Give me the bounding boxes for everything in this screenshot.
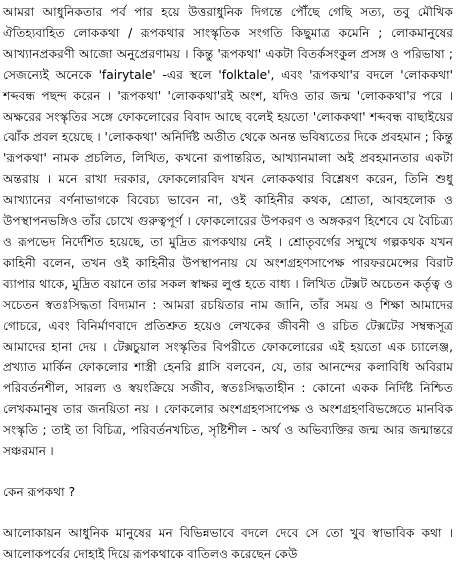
paragraph-spacer (3, 462, 453, 482)
body-paragraph-2: আলোকায়ন আধুনিক মানুষের মন বিভিন্নভাবে বদলে দেবে সে তো খুব স্বাভাবিক কথা । আলোকপর্বের দোহাই দিয়ে রূপকথাকে বাতিলও করেছেন কেউ (3, 525, 453, 561)
body-paragraph-1: আমরা আধুনিকতার পর্ব পার হয়ে উত্তরাধুনিক দিগন্তে পৌঁছে গেছি সত্য, তবু মৌখিক ঐতিহ্যবাহিত লোককথা / রূপকথার সাংস্কৃতিক সংগতি কিছুমাত্র কমেনি ; লোকমানুষের আখ্যানপ্রকরণী আজো অনুপ্রেরণাময় । কিন্তু 'রূপকথা' একটা বিতর্কসংকুল প্রসঙ্গ ও পরিভাষা ; সেজন্যেই অনেকে 'fairytale' -এর স্থলে 'folktale', এবং 'রূপকথা'র বদলে 'লোককথা' শব্দবন্ধ পছন্দ করেন । 'রূপকথা' 'লোককথা'রই অংশ, যদিও তার জন্ম 'লোককথা'র পরে । অক্ষরের সংস্কৃতির সঙ্গে ফোকলোরের বিবাদ আছে বলেই হয়তো 'লোককথা' শব্দবন্ধ বাছাইয়ের ঝোঁক প্রবল হয়েছে । 'লোককথা' অনির্দিষ্ট অতীত থেকে অনন্ত ভবিষ্যতের দিকে প্রবহমান ; কিন্তু 'রূপকথা' নামক প্রচলিত, লিখিত, কখনো রূপান্তরিত, আখ্যানমালা অই প্রবহমানতার একটা অন্তরায় । মনে রাখা দরকার, ফোকলোরবিদ যখন লোককথার বিশ্লেষণ করেন, তিনি শুধু আখ্যানের বর্ণনাভাগকে বিবেচ্য ভাবেন না, ওই কাহিনীর কথক, শ্রোতা, আবহলোক ও উপস্থাপনভঙ্গিও তাঁর চোখে গুরুত্বপূর্ণ । ফোকলোরের উপকরণ ও অঙ্গকরণ হিশেবে যে বৈচিত্র্য ও রূপভেদ নির্দেশিত হয়েছে, তা মুদ্রিত রূপকথায় নেই । শ্রোতৃবর্গের সম্মুখে গল্পকথক যখন কাহিনী বলেন, তখন ওই কাহিনীর উপস্থাপনায় যে অংশগ্রহণসাপেক্ষ পারফরমেন্সের বিরাট ব্যাপার থাকে, মুদ্রিত বয়ানে তার সকল স্বাক্ষর লুপ্ত হতে বাধ্য । লিখিত টেক্সট অচেতন কর্তৃত্ব ও সচেতন স্বতঃসিদ্ধতা বিদ্যমান : আমরা রচয়িতার নাম জানি, তাঁর সময় ও শিক্ষা আমাদের গোচরে, এবং বিনির্মাণবাদে প্রতিশ্রুত হয়েও লেখকের জীবনী ও রচিত টেক্সটের সম্বন্ধসূত্র আমাদের হানা দেয় । টেক্সচুয়াল সংস্কৃতির বিপরীতে ফোকলোরের এই হয়তো এক চ্যালেঞ্জ, প্রখ্যাত মার্কিন ফোকলোর শাস্ত্রী হেনরি গ্লাসি বলবেন, যে, তার আনন্দের কলাবিধি অবিরাম পরিবর্তনশীল, সারল্য ও স্বয়ংক্রিয়ে সজীব, স্বতঃসিদ্ধতাহীন : কোনো একক নির্দিষ্ট নিশ্চিত লেখকমানুষ তার জনয়িতা নয় । ফোকলোর অংশগ্রহণসাপেক্ষ ও অংশগ্রহণবিভঙ্গেতে মানবিক সংস্কৃতি ; তাই তা বিচিত্র, পরিবর্তনখচিত, সৃষ্টিশীল - অর্থ ও অভিব্যক্তির জন্ম আর জন্মান্তরে সঞ্চরমান । (3, 5, 453, 459)
section-heading: কেন রূপকথা ? (3, 484, 76, 499)
paragraph-spacer (3, 503, 453, 523)
